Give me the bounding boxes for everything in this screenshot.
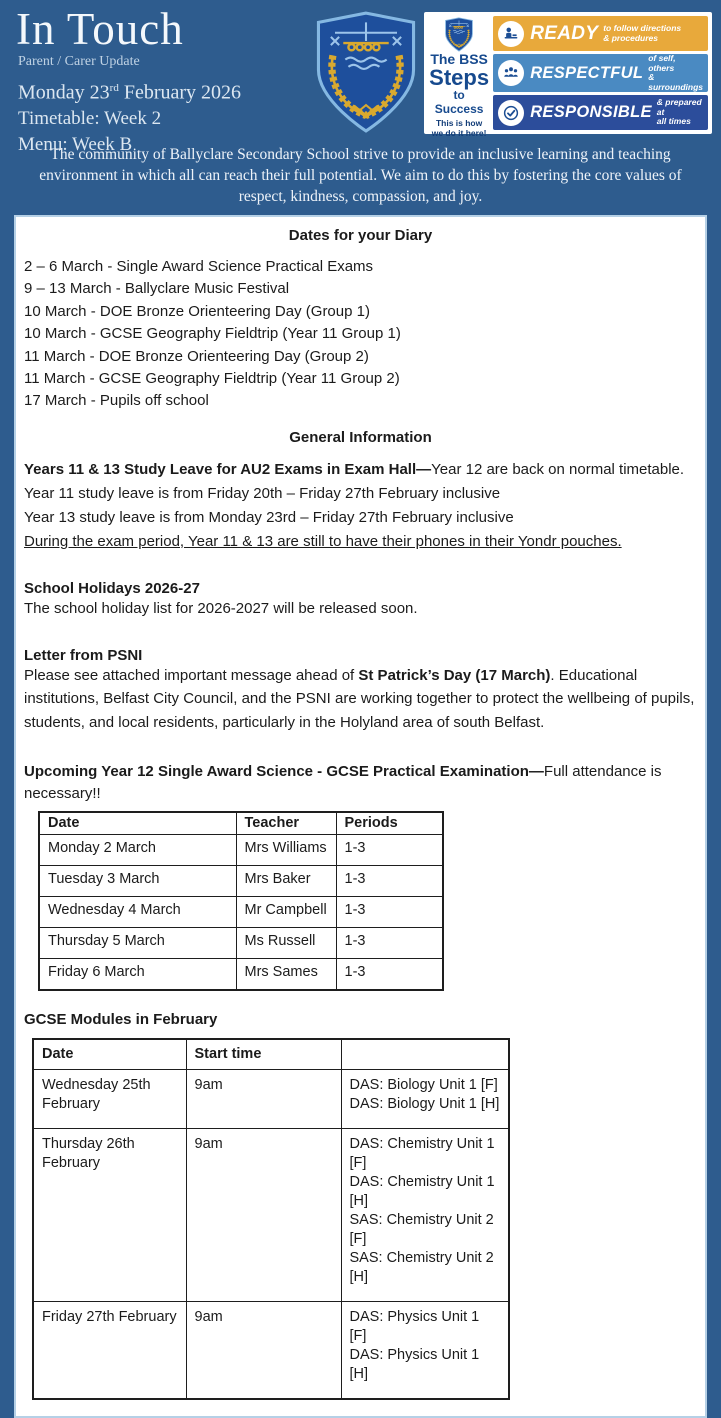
table-row	[39, 866, 443, 897]
table-row	[39, 959, 443, 991]
content-panel	[14, 215, 707, 1418]
table-row	[33, 1070, 509, 1129]
science-practical-table	[38, 811, 444, 991]
bss-tagline: This is how we do it here!	[431, 118, 487, 138]
table-row	[33, 1129, 509, 1302]
list-item: 2 – 6 March - Single Award Science Practical Exams	[24, 258, 374, 275]
table-cell: Tuesday 3 March	[39, 866, 236, 897]
table-row	[39, 835, 443, 866]
table-cell: 1-3	[336, 897, 443, 928]
bss-mini-crest-icon	[444, 17, 474, 52]
newsletter-header	[0, 0, 721, 155]
table-cell: Thursday 5 March	[39, 928, 236, 959]
responsible-badge	[493, 95, 708, 130]
table-cell: Ms Russell	[236, 928, 336, 959]
table-cell: DAS: Physics Unit 1 [F] DAS: Physics Unit 1 [H]	[341, 1302, 509, 1400]
table-cell: Friday 6 March	[39, 959, 236, 991]
responsible-desc: & prepared at all times	[656, 97, 702, 127]
study-leave-line1: Years 11 & 13 Study Leave for AU2 Exams in Exam Hall—Year 12 are back on normal timetable.	[24, 460, 685, 478]
table-cell: DAS: Chemistry Unit 1 [F] DAS: Chemistry Unit 1 [H] SAS: Chemistry Unit 2 [F] SAS: Chemistry Unit 2 [H]	[341, 1129, 509, 1302]
column-header: Start time	[186, 1039, 341, 1070]
upcoming-exams-line: Upcoming Year 12 Single Award Science - GCSE Practical Examination—Full attendance is necessary!!	[24, 763, 662, 803]
psni-paragraph: Please see attached important message ahead of St Patrick’s Day (17 March). Educational institutions, Belfast City Council, and the PSNI are working together to protect the wellbeing of pupils, students, and local residents, particularly in the Holyland area of south Belfast.	[24, 666, 695, 731]
table-row	[39, 897, 443, 928]
study-leave-line3: Year 13 study leave is from Monday 23rd – Friday 27th February inclusive	[24, 508, 514, 526]
table-cell: 9am	[186, 1302, 341, 1400]
bss-name-line2: Steps	[429, 65, 490, 90]
holidays-heading: School Holidays 2026-27	[24, 579, 200, 597]
diary-list	[24, 256, 697, 413]
bss-steps-panel	[424, 12, 712, 138]
list-item: 10 March - GCSE Geography Fieldtrip (Year 11 Group 1)	[24, 325, 401, 343]
column-header: Teacher	[236, 812, 336, 835]
list-item: 11 March - DOE Bronze Orienteering Day (Group 2)	[24, 347, 369, 365]
column-header: Date	[33, 1039, 186, 1070]
respectful-people-icon	[498, 60, 524, 86]
responsible-label: RESPONSIBLE	[530, 103, 652, 121]
responsible-check-icon	[498, 100, 524, 126]
table-cell: 1-3	[336, 835, 443, 866]
table-cell: 1-3	[336, 959, 443, 991]
table-cell: Mrs Sames	[236, 959, 336, 991]
table-cell: 1-3	[336, 928, 443, 959]
gcse-modules-table	[32, 1038, 510, 1400]
holidays-body: The school holiday list for 2026-2027 will be released soon.	[24, 599, 418, 617]
table-cell: Mrs Baker	[236, 866, 336, 897]
respectful-desc: of self, others & surroundings	[648, 53, 703, 92]
column-header: Periods	[336, 812, 443, 835]
table-cell: 9am	[186, 1070, 341, 1129]
bss-logo-block	[428, 16, 490, 138]
newsletter-subtitle: Parent / Carer Update	[18, 54, 140, 69]
respectful-label: RESPECTFUL	[530, 63, 644, 82]
list-item: 10 March - DOE Bronze Orienteering Day (Group 1)	[24, 302, 370, 320]
ready-desc: to follow directions & procedures	[603, 23, 682, 43]
study-leave-line2: Year 11 study leave is from Friday 20th – Friday 27th February inclusive	[24, 484, 501, 502]
ready-label: READY	[530, 22, 599, 44]
table-cell: Thursday 26th February	[33, 1129, 186, 1302]
column-header: Date	[39, 812, 236, 835]
table-cell: Mrs Williams	[236, 835, 336, 866]
table-cell: DAS: Biology Unit 1 [F] DAS: Biology Unit 1 [H]	[341, 1070, 509, 1129]
modules-heading: GCSE Modules in February	[24, 1011, 218, 1029]
yondr-pouches-line: During the exam period, Year 11 & 13 are still to have their phones in their Yondr pouches.	[24, 532, 622, 550]
table-cell: Friday 27th February	[33, 1302, 186, 1400]
bss-name-line1: The BSS	[430, 51, 488, 67]
table-cell: Wednesday 25th February	[33, 1070, 186, 1129]
ready-desk-icon	[498, 21, 524, 47]
table-cell: 9am	[186, 1129, 341, 1302]
menu-week: Menu: Week B	[18, 133, 133, 155]
psni-heading: Letter from PSNI	[24, 646, 143, 664]
list-item: 17 March - Pupils off school	[24, 392, 209, 410]
issue-date: Monday 23rd February 2026	[18, 81, 242, 104]
column-header	[341, 1039, 509, 1070]
timetable-week: Timetable: Week 2	[18, 107, 162, 129]
newsletter-title: In Touch	[16, 4, 184, 54]
respectful-badge	[493, 54, 708, 92]
list-item: 9 – 13 March - Ballyclare Music Festival	[24, 280, 290, 298]
table-row	[33, 1302, 509, 1400]
mission-statement: The community of Ballyclare Secondary School strive to provide an inclusive learning and teaching environment in which all can reach their full potential. We aim to do this by fostering the core values of respect, kindness, compassion, and joy.	[39, 146, 682, 205]
table-cell: 1-3	[336, 866, 443, 897]
table-cell: Monday 2 March	[39, 835, 236, 866]
bss-name-line3: to Success	[434, 88, 484, 116]
general-info-heading: General Information	[289, 428, 432, 446]
table-cell: Mr Campbell	[236, 897, 336, 928]
school-crest-icon	[314, 10, 418, 134]
diary-heading: Dates for your Diary	[288, 227, 433, 244]
list-item: 11 March - GCSE Geography Fieldtrip (Year 11 Group 2)	[24, 370, 400, 388]
table-cell: Wednesday 4 March	[39, 897, 236, 928]
ready-badge	[493, 16, 708, 51]
table-row	[39, 928, 443, 959]
